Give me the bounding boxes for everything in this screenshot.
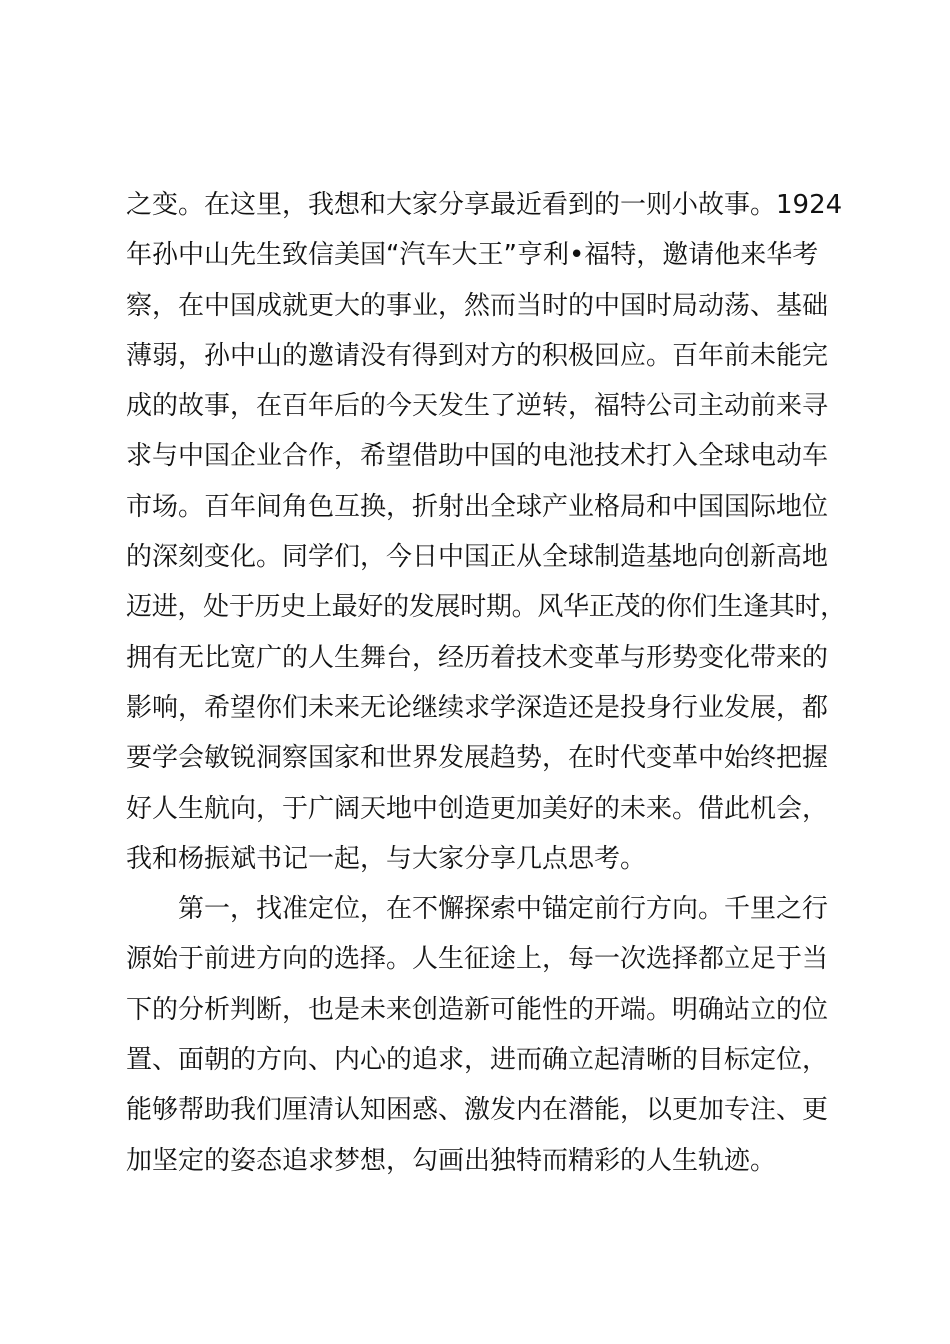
text-line-indented: 第一，找准定位，在不懈探索中锚定前行方向。千里之行 — [178, 894, 829, 925]
text-line: 要学会敏锐洞察国家和世界发展趋势，在时代变革中始终把握 — [126, 743, 829, 774]
body-text — [126, 180, 846, 1186]
text-line: 的深刻变化。同学们，今日中国正从全球制造基地向创新高地 — [126, 542, 829, 573]
paragraph-2 — [126, 884, 846, 1186]
text-line: 市场。百年间角色互换，折射出全球产业格局和中国国际地位 — [126, 491, 829, 522]
text-line: 能够帮助我们厘清认知困惑、激发内在潜能，以更加专注、更 — [126, 1095, 829, 1126]
text-line: 加坚定的姿态追求梦想，勾画出独特而精彩的人生轨迹。 — [126, 1145, 777, 1176]
text-line: 拥有无比宽广的人生舞台，经历着技术变革与形势变化带来的 — [126, 642, 829, 673]
text-line: 求与中国企业合作，希望借助中国的电池技术打入全球电动车 — [126, 441, 829, 472]
text-line: 置、面朝的方向、内心的追求，进而确立起清晰的目标定位， — [126, 1045, 829, 1076]
text-line: 影响，希望你们未来无论继续求学深造还是投身行业发展，都 — [126, 692, 829, 723]
text-line: 察，在中国成就更大的事业，然而当时的中国时局动荡、基础 — [126, 290, 829, 321]
text-line: 好人生航向，于广阔天地中创造更加美好的未来。借此机会， — [126, 793, 829, 824]
text-line: 迈进，处于历史上最好的发展时期。风华正茂的你们生逢其时， — [126, 592, 846, 623]
text-line: 下的分析判断，也是未来创造新可能性的开端。明确站立的位 — [126, 994, 829, 1025]
text-line: 薄弱，孙中山的邀请没有得到对方的积极回应。百年前未能完 — [126, 340, 829, 371]
paragraph-1 — [126, 180, 846, 884]
text-line: 年孙中山先生致信美国“汽车大王”亨利•福特，邀请他来华考 — [126, 240, 819, 271]
text-line: 源始于前进方向的选择。人生征途上，每一次选择都立足于当 — [126, 944, 829, 975]
text-line: 我和杨振斌书记一起，与大家分享几点思考。 — [126, 843, 647, 874]
text-line: 之变。在这里，我想和大家分享最近看到的一则小故事。1924 — [126, 190, 843, 220]
text-line: 成的故事，在百年后的今天发生了逆转，福特公司主动前来寻 — [126, 391, 829, 422]
